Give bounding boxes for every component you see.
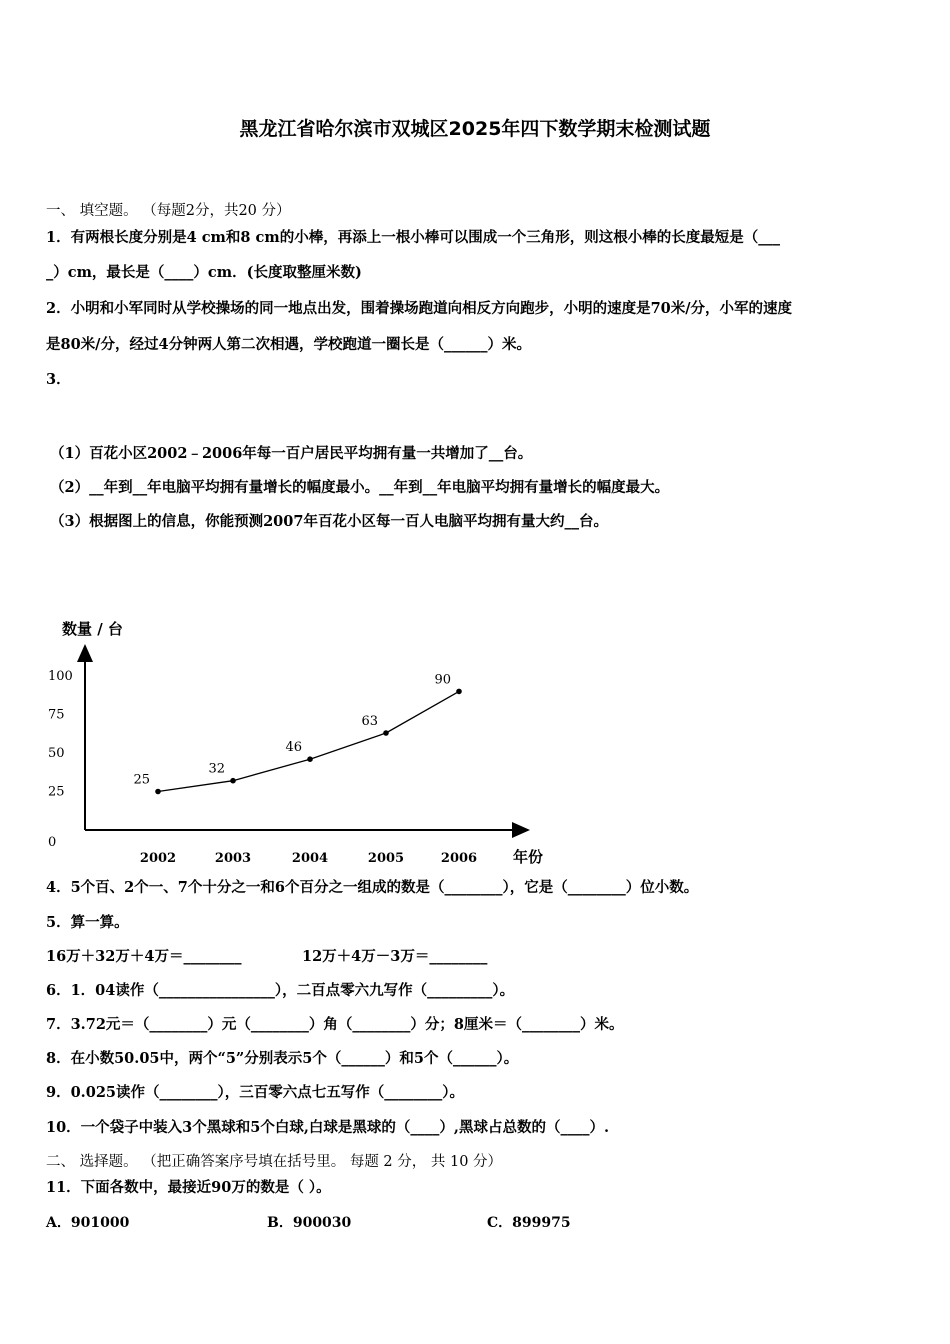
- x-tick-label: 2003: [214, 851, 252, 866]
- q10: 10．一个袋子中装入3个黑球和5个白球,白球是黑球的（____）,黑球占总数的（____）.: [46, 1119, 609, 1136]
- q3-sub3: （3）根据图上的信息，你能预测2007年百花小区每一百人电脑平均拥有量大约__台。: [50, 513, 608, 530]
- line-chart: [40, 610, 560, 870]
- x-tick-label: 2004: [291, 851, 329, 866]
- q3-sub2: （2）__年到__年电脑平均拥有量增长的幅度最小。__年到__年电脑平均拥有量增长的幅度最大。: [50, 479, 670, 496]
- q4: 4．5个百、2个一、7个十分之一和6个百分之一组成的数是（________），它是（________）位小数。: [46, 879, 699, 896]
- data-label: 90: [434, 672, 451, 688]
- x-tick-label: 2002: [139, 851, 177, 866]
- q1-line1: 1．有两根长度分别是4 cm和8 cm的小棒，再添上一根小棒可以围成一个三角形，则这根小棒的长度最短是（___: [46, 229, 780, 246]
- data-label: 46: [285, 740, 302, 756]
- y-axis-label: 数量 / 台: [62, 620, 123, 638]
- q7: 7．3.72元＝（________）元（________）角（________）分；8厘米＝（________）米。: [46, 1016, 624, 1033]
- q1-line2: _）cm，最长是（____）cm．(长度取整厘米数): [46, 264, 362, 281]
- q3-number: 3．: [46, 371, 71, 388]
- q2-line2: 是80米/分，经过4分钟两人第二次相遇，学校跑道一圈长是（______）米。: [46, 336, 532, 353]
- q11-option-a: A．901000: [46, 1215, 130, 1231]
- data-label: 25: [133, 772, 150, 788]
- data-point: [383, 730, 389, 736]
- data-point: [456, 689, 462, 695]
- y-tick-label: 50: [48, 746, 65, 761]
- y-tick-label: 100: [48, 669, 73, 684]
- data-label: 32: [208, 761, 225, 777]
- section2-heading: 二、 选择题。 （把正确答案序号填在括号里。 每题 2 分， 共 10 分）: [46, 1154, 503, 1170]
- q6: 6．1．04读作（________________），二百点零六九写作（_________）。: [46, 982, 515, 999]
- q9: 9．0.025读作（________），三百零六点七五写作（________）。: [46, 1084, 464, 1101]
- data-label: 63: [361, 714, 378, 729]
- q11-option-c: C．899975: [487, 1215, 571, 1231]
- page-title: 黑龙江省哈尔滨市双城区2025年四下数学期末检测试题: [239, 118, 711, 140]
- q3-sub1: （1）百花小区2002﹣2006年每一百户居民平均拥有量一共增加了__台。: [50, 445, 533, 462]
- y-tick-label: 0: [48, 835, 57, 850]
- data-point: [230, 778, 236, 784]
- y-tick-label: 25: [48, 784, 65, 800]
- q11-option-b: B．900030: [267, 1215, 352, 1231]
- q2-line1: 2．小明和小军同时从学校操场的同一地点出发，围着操场跑道向相反方向跑步，小明的速度是70米/分，小军的速度: [46, 300, 793, 317]
- x-tick-label: 2005: [367, 851, 405, 866]
- q5-line1: 5．算一算。: [46, 914, 129, 931]
- x-axis-label: 年份: [513, 848, 544, 866]
- q5-expr2: 12万＋4万－3万＝________: [302, 948, 488, 965]
- data-point: [307, 756, 313, 762]
- q5-expr1: 16万＋32万＋4万＝________: [46, 948, 242, 965]
- data-point: [155, 789, 161, 795]
- series-line: [158, 691, 459, 791]
- q8: 8．在小数50.05中，两个“5”分别表示5个（______）和5个（______）。: [46, 1050, 519, 1067]
- y-tick-label: 75: [48, 707, 65, 723]
- section1-heading: 一、 填空题。 （每题2分，共20 分）: [46, 203, 291, 219]
- x-tick-label: 2006: [440, 851, 478, 866]
- q11-stem: 11．下面各数中，最接近90万的数是（ ）。: [46, 1179, 331, 1196]
